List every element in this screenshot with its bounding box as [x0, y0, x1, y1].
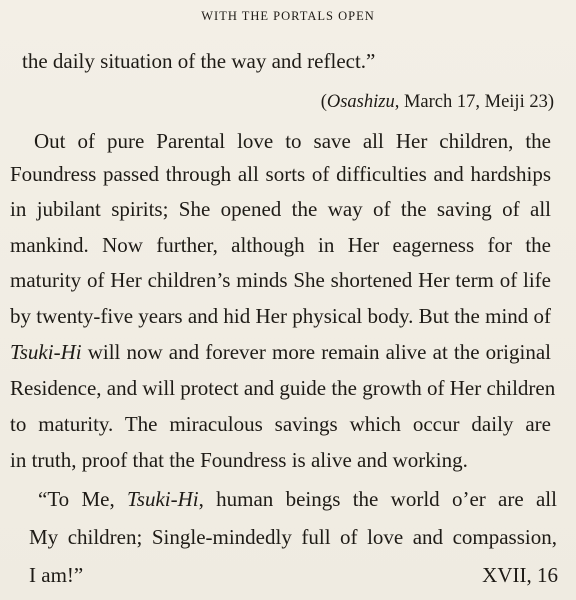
- paragraph-line: Residence, and will protect and guide the growth of Her children: [10, 376, 556, 400]
- citation-source: Osashizu: [326, 92, 395, 112]
- paragraph-line: by twenty-five years and hid Her physical body. But the mind of: [10, 304, 552, 328]
- paragraph-line: maturity of Her children’s minds She shortened Her term of life: [10, 268, 551, 292]
- citation-rest: , March 17, Meiji 23): [394, 92, 554, 112]
- paragraph-line: in truth, proof that the Foundress is alive and working.: [10, 448, 468, 472]
- quote-line: [38, 487, 557, 511]
- running-header: WITH THE PORTALS OPEN: [201, 9, 375, 23]
- quote-line: I am!”: [29, 563, 84, 587]
- paragraph-line: [10, 340, 551, 364]
- verse-reference: XVII, 16: [482, 563, 558, 587]
- citation-open-paren: (: [320, 92, 327, 112]
- quote-text: “To Me,: [38, 487, 128, 511]
- line-text: will now and forever more remain alive at the original: [81, 340, 551, 364]
- paragraph-line: mankind. Now further, although in Her eagerness for the: [10, 233, 551, 257]
- citation: [321, 90, 554, 114]
- paragraph-line: in jubilant spirits; She opened the way of the saving of all: [10, 197, 551, 221]
- quote-line: My children; Single-mindedly full of love and compassion,: [29, 525, 557, 549]
- paragraph-line: Out of pure Parental love to save all Her children, the: [34, 129, 551, 153]
- quote-text: , human beings the world o’er are all: [198, 487, 557, 511]
- italic-term: Tsuki-Hi: [10, 340, 82, 364]
- text-line: the daily situation of the way and reflect.”: [22, 49, 376, 73]
- italic-term: Tsuki-Hi: [127, 487, 199, 511]
- paragraph-line: Foundress passed through all sorts of difficulties and hardships: [10, 162, 551, 186]
- paragraph-line: to maturity. The miraculous savings which occur daily are: [10, 412, 551, 436]
